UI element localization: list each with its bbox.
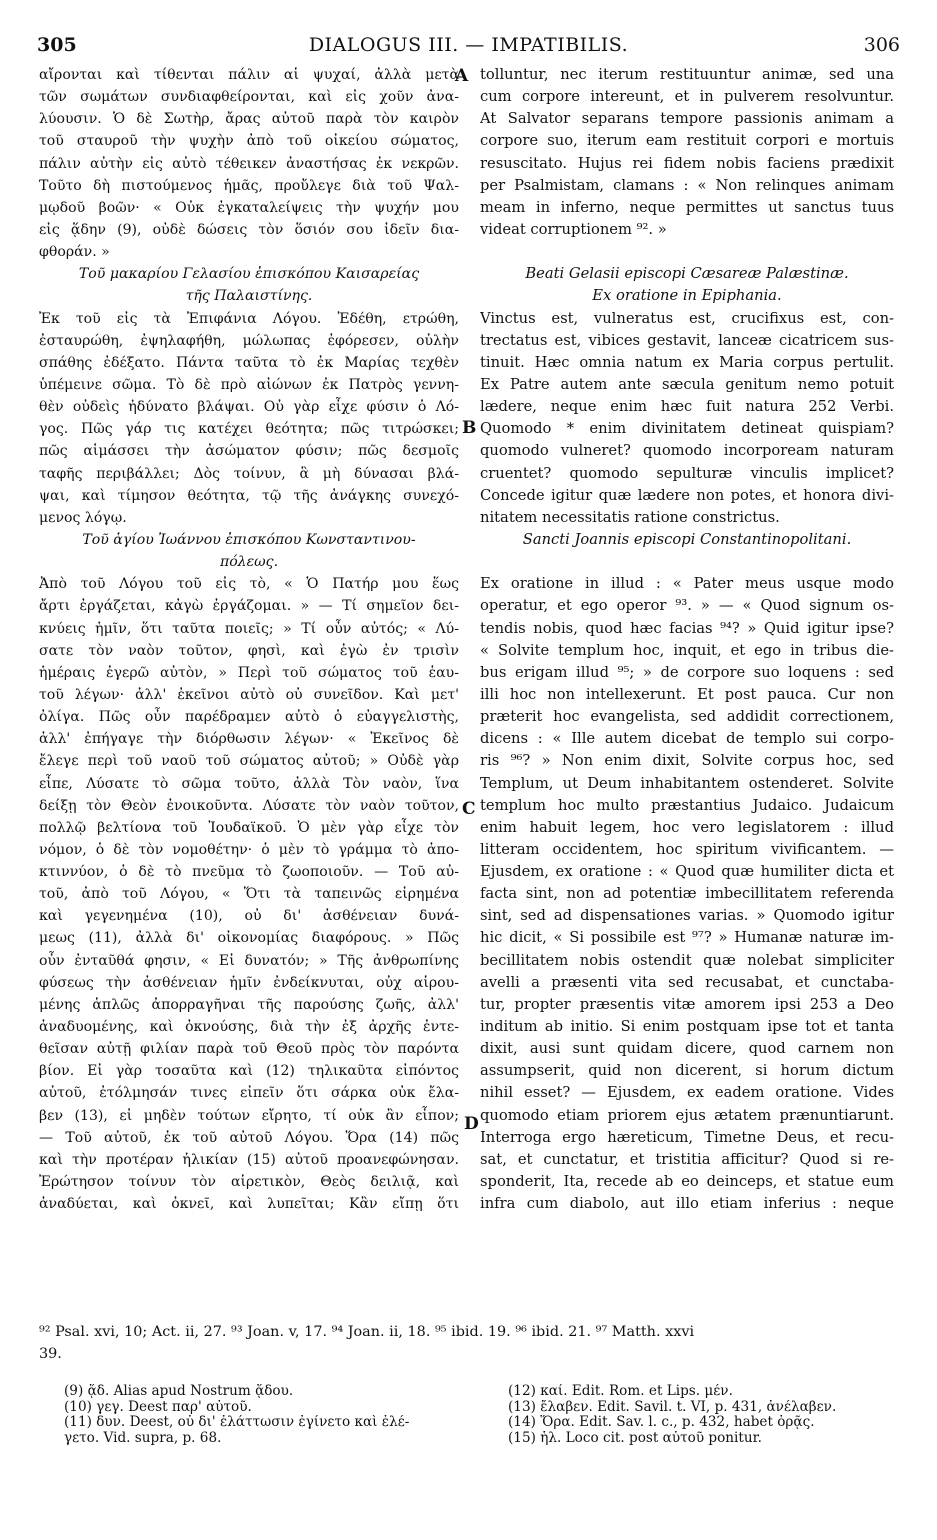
greek-text-line: μενος λόγῳ.: [39, 509, 127, 526]
greek-text-line: Τοῦτο δὴ πιστούμενος ἡμᾶς, προὔλεγε διὰ τοῦ Ψαλ-: [39, 177, 459, 194]
latin-text-line: videat corruptionem ⁹². »: [480, 220, 667, 238]
greek-text-line: Ἐρώτησον τοίνυν τὸν αἱρετικὸν, Θεὸς δειλιᾷ, καὶ: [39, 1174, 459, 1191]
greek-text-line: ἀναδύεται, καὶ ὀκνεῖ, καὶ λυπεῖται; Κἂν εἴπῃ ὅτι: [39, 1196, 459, 1213]
greek-text-line: σατε τὸν ναὸν τοῦτον, φησὶ, καὶ ἐγὼ ἐν τρισὶν: [39, 642, 459, 659]
greek-text-line: τῶν σωμάτων συνδιαφθείρονται, καὶ εἰς χοῦν ἀνα-: [39, 89, 459, 106]
greek-text-line: τοῦ, ἀπὸ τοῦ Λόγου, « Ὅτι τὰ ταπεινῶς εἰρημένα: [39, 886, 459, 903]
greek-text-line: γος. Πῶς γάρ τις κατέχει θεότητα; πῶς τιτρώσκει;: [39, 421, 459, 438]
variant-note: (11) δυν. Deest, οὐ δι' ἐλάττωσιν ἐγίνετο καὶ ἐλέ-: [64, 1415, 410, 1431]
running-title: DIALOGUS III. — IMPATIBILIS.: [308, 34, 629, 56]
margin-marker-d: D: [464, 1114, 479, 1134]
greek-text-line: αὐτοῦ, ἐτόλμησάν τινες εἰπεῖν ὅτι σάρκα οὐκ ἔλα-: [39, 1085, 459, 1102]
latin-text-line: avelli a præsenti vita sed recusabat, et cunctaba-: [480, 973, 894, 991]
latin-text-line: dicens : « Ille autem dicebat de templo sui corpo-: [480, 730, 894, 748]
greek-text-line: ἀναδυομένης, καὶ ὀκνούσης, διὰ τὴν ἐξ ἀρχῆς ἐντε-: [39, 1019, 459, 1036]
latin-text-line: meam in inferno, neque permittes ut sanctus tuus: [480, 198, 894, 216]
greek-text-line: θὲν οὐδεὶς ἠδύνατο βλάψαι. Οὐ γὰρ εἶχε φύσιν ὁ Λό-: [39, 399, 459, 416]
latin-text-line: quomodo vulneret? quomodo incorpoream naturam: [480, 442, 894, 460]
latin-text-line: facta sint, non ad potentiæ imbecillitatem referenda: [480, 885, 894, 903]
greek-text-line: μῳδοῦ βοῶν· « Οὐκ ἐγκαταλείψεις τὴν ψυχήν μου: [39, 199, 459, 216]
greek-text-line: ὑπέμεινε σῶμα. Τὸ δὲ πρὸ αἰώνων ἐκ Πατρὸς γεννη-: [39, 376, 459, 393]
variant-note: (9) ᾅδ. Alias apud Nostrum ᾅδου.: [64, 1384, 294, 1399]
scripture-footnote-line: ⁹² Psal. xvi, 10; Act. ii, 27. ⁹³ Joan. v, 17. ⁹⁴ Joan. ii, 18. ⁹⁵ ibid. 19. ⁹⁶ ibid. 21. ⁹⁷ Matth. xxvi: [39, 1324, 695, 1340]
latin-text-line: tendis nobis, quod hæc facias ⁹⁴? » Quid igitur ipse?: [480, 619, 894, 637]
latin-text-line: Beati Gelasii episcopi Cæsareæ Palæstinæ.: [525, 265, 849, 283]
greek-text-line: — Τοῦ αὐτοῦ, ἐκ τοῦ αὐτοῦ Λόγου. Ὅρα (14) πῶς: [39, 1129, 459, 1146]
latin-text-line: sint, sed ad dispensationes varias. » Quomodo igitur: [480, 907, 894, 925]
greek-text-line: φύσεως τὴν ἀσθένειαν ἡμῖν ἐνδείκνυται, οὐχ αἱρου-: [39, 974, 459, 991]
latin-text-line: becillitatem nobis ostendit quæ nolebat simpliciter: [480, 951, 894, 969]
greek-text-line: μένης ἁπλῶς ἀπορραγῆναι τῆς παρούσης ζωῆς, ἀλλ': [39, 996, 459, 1013]
latin-text-line: [480, 551, 894, 573]
latin-text-line: Ex oratione in illud : « Pater meus usque modo: [480, 575, 894, 593]
greek-text-line: Τοῦ μακαρίου Γελασίου ἐπισκόπου Καισαρείας: [78, 266, 420, 283]
latin-text-line: trectatus est, vibices gestavit, lanceæ cicatricem sus-: [480, 331, 894, 349]
latin-text-line: templum hoc multo præstantius Judaico. Judaicum: [480, 796, 894, 814]
greek-text-line: τοῦ λέγων· ἀλλ' ἐκεῖνοι αὐτὸ οὐ συνεῖδον. Καὶ μετ': [39, 686, 459, 703]
latin-text-line: assumpserit, quid non dicerent, si horum dictum: [480, 1062, 894, 1080]
latin-text-line: per Psalmistam, clamans : « Non relinques animam: [480, 176, 894, 194]
latin-text-line: lædere, neque enim hæc fuit natura 252 Verbi.: [480, 398, 894, 416]
greek-text-line: δείξῃ τὸν Θεὸν ἐνοικοῦντα. Λύσατε τὸν ναὸν τοῦτον,: [39, 797, 459, 814]
latin-text-line: nitatem necessitatis ratione constrictus.: [480, 508, 780, 526]
latin-text-line: tinuit. Hæc omnia natum ex Maria corpus pertulit.: [480, 353, 894, 371]
greek-text-column: [39, 64, 459, 1215]
greek-text-line: ὀλίγα. Πῶς οὖν παρέδραμεν αὐτὸ ὁ εὐαγγελιστὴς,: [39, 709, 459, 726]
latin-text-line: Vinctus est, vulneratus est, crucifixus est, con-: [480, 309, 894, 327]
greek-text-line: ἡμέραις ἐγερῶ αὐτὸν, » Περὶ τοῦ σώματος τοῦ ἑαυ-: [39, 664, 459, 681]
variant-note: (15) ἡλ. Loco cit. post αὐτοῦ ponitur.: [508, 1430, 762, 1446]
latin-text-line: Concede igitur quæ lædere non potes, et honora divi-: [480, 486, 894, 504]
greek-text-line: εἶπε, Λύσατε τὸ σῶμα τοῦτο, ἀλλὰ Τὸν ναὸν, ἵνα: [39, 775, 459, 792]
latin-text-line: quomodo etiam priorem ejus ætatem prænuntiarunt.: [480, 1106, 894, 1124]
greek-text-line: ἐσταυρώθη, ἐψηλαφήθη, μώλωπας ἐφόρεσεν, οὐλὴν: [39, 332, 459, 349]
greek-text-line: βίον. Εἰ γὰρ τοσαῦτα καὶ (12) τηλικαῦτα εἰπόντος: [39, 1063, 459, 1080]
greek-text-line: Τοῦ ἁγίου Ἰωάννου ἐπισκόπου Κωνσταντινου-: [82, 531, 416, 548]
latin-text-line: Sancti Joannis episcopi Constantinopolitani.: [522, 530, 852, 548]
greek-text-line: κτιννύον, ὁ δὲ τὸ πνεῦμα τὸ ζωοποιοῦν. — Τοῦ αὐ-: [39, 864, 459, 881]
latin-text-line: infra cum diabolo, aut illo etiam inferius : neque: [480, 1195, 894, 1213]
greek-text-line: ψαι, καὶ τίμησον θεότητα, τῷ τῆς ἀνάγκης συνεχό-: [39, 487, 459, 504]
latin-text-line: præterit hoc evangelista, sed addidit correctionem,: [480, 708, 894, 726]
greek-text-line: τῆς Παλαιστίνης.: [185, 288, 313, 305]
latin-text-line: [480, 241, 894, 263]
greek-text-line: Ἀπὸ τοῦ Λόγου τοῦ εἰς τὸ, « Ὁ Πατήρ μου ἕως: [39, 576, 459, 593]
latin-text-line: litteram occidentem, hoc spiritum vivificantem. —: [480, 840, 894, 858]
greek-text-line: θεῖσαν αὐτῇ φιλίαν παρὰ τοῦ Θεοῦ πρὸς τὸν παρόντα: [39, 1041, 459, 1058]
latin-text-line: nihil esset? — Ejusdem, ex eadem oratione. Vides: [480, 1084, 894, 1102]
scripture-footnote-line: 39.: [39, 1346, 62, 1362]
page-number-left: 305: [37, 34, 77, 56]
latin-text-line: Templum, ut Deum inhabitantem ostenderet. Solvite: [480, 774, 894, 792]
greek-text-line: οὖν ἐνταῦθά φησιν, « Εἰ δυνατόν; » Τῆς ἀνθρωπίνης: [39, 952, 459, 969]
latin-text-line: « Solvite templum hoc, inquit, et ego in tribus die-: [480, 641, 894, 659]
greek-text-line: κνύεις ἡμῖν, ὅτι ταῦτα ποιεῖς; » Τί οὖν αὐτός; « Λύ-: [39, 620, 459, 637]
latin-text-line: Ejusdem, ex oratione : « Quod quæ humiliter dicta et: [480, 863, 894, 881]
greek-text-line: πόλεως.: [219, 554, 279, 571]
latin-text-line: dixit, ausi sunt quidam dicere, quod carnem non: [480, 1040, 894, 1058]
variant-notes-right: [508, 1384, 908, 1446]
variant-note: (14) Ὅρα. Edit. Sav. l. c., p. 432, habet ὁρᾷς.: [508, 1415, 815, 1431]
latin-text-line: inditum ab initio. Si enim postquam ipse tot et tanta: [480, 1018, 894, 1036]
margin-marker-a: A: [455, 66, 469, 86]
greek-text-line: φθοράν. »: [39, 244, 110, 261]
scripture-footnotes: [39, 1321, 899, 1365]
greek-text-line: τοῦ σταυροῦ τὴν ψυχὴν ἀπὸ τοῦ οἰκείου σώματος,: [39, 133, 459, 150]
greek-text-line: ταφῆς περιβάλλει; Δὸς τοίνυν, ἃ μὴ δύνασαι βλά-: [39, 465, 459, 482]
latin-text-line: Ex oratione in Epiphania.: [592, 287, 782, 305]
greek-text-line: νόμον, ὁ δὲ τὸν νομοθέτην· ὁ μὲν τὸ γράμμα τὸ ἀπο-: [39, 841, 459, 858]
greek-text-line: εἰς ᾅδην (9), οὐδὲ δώσεις τὸν ὅσιόν σου ἰδεῖν δια-: [39, 221, 459, 238]
greek-text-line: μεως (11), ἀλλὰ δι' οἰκονομίας διαφόρους. » Πῶς: [39, 930, 459, 947]
greek-text-line: ἀλλ' ἐπήγαγε τὴν διόρθωσιν λέγων· « Ἐκεῖνος δὲ: [39, 731, 459, 748]
latin-text-line: operatur, et ego operor ⁹³. » — « Quod signum os-: [480, 597, 894, 615]
variant-note: (13) ἔλαβεν. Edit. Savil. t. VI, p. 431, ἀνέλαβεν.: [508, 1399, 837, 1415]
latin-text-line: hic dicit, « Si possibile est ⁹⁷? » Humanæ naturæ im-: [480, 929, 894, 947]
running-header: [37, 34, 900, 60]
greek-text-line: καὶ τὴν προτέραν ἡλικίαν (15) αὐτοῦ προανεφώνησαν.: [39, 1151, 459, 1168]
margin-marker-b: B: [462, 418, 477, 438]
page-number-right: 306: [863, 34, 900, 56]
latin-text-line: At Salvator separans tempore passionis animam a: [480, 110, 894, 128]
variant-note: (10) γεγ. Deest παρ' αὐτοῦ.: [64, 1399, 252, 1415]
margin-marker-c: C: [462, 799, 476, 819]
greek-text-line: βεν (13), εἰ μηδὲν τούτων εἴρητο, τί οὐκ ἂν εἶπον;: [39, 1107, 459, 1124]
latin-text-line: Interroga ergo hæreticum, Timetne Deus, et recu-: [480, 1128, 894, 1146]
latin-text-line: sponderit, Ita, recede ab eo deinceps, et statue eum: [480, 1173, 894, 1191]
latin-text-line: ris ⁹⁶? » Non enim dixit, Solvite corpus hoc, sed: [480, 752, 894, 770]
latin-text-line: corpore suo, iterum eam restituit corpori e mortuis: [480, 132, 894, 150]
latin-text-line: bus erigam illud ⁹⁵; » de corpore suo loquens : sed: [480, 663, 894, 681]
latin-text-line: cum corpore intereunt, et in pulverem resolvuntur.: [480, 88, 894, 106]
latin-text-line: Ex Patre autem ante sæcula genitum nemo potuit: [480, 375, 894, 393]
latin-text-line: tur, propter præsentis vitæ amorem ipsi 253 a Deo: [480, 995, 894, 1013]
greek-text-line: λύουσιν. Ὁ δὲ Σωτὴρ, ἄρας αὐτοῦ παρὰ τὸν καιρὸν: [39, 111, 459, 128]
latin-text-line: Quomodo * enim divinitatem detineat quispiam?: [480, 420, 894, 438]
latin-text-column: [480, 64, 894, 1215]
greek-text-line: καὶ γεγενημένα (10), οὐ δι' ἀσθένειαν δυνά-: [39, 908, 459, 925]
greek-text-line: πῶς αἱμάσσει τὴν ἀσώματον φύσιν; πῶς δεσμοῖς: [39, 443, 459, 460]
latin-text-line: illi hoc non intellexerunt. Et post pauca. Cur non: [480, 685, 894, 703]
latin-text-line: resuscitato. Hujus rei fidem nobis faciens prædixit: [480, 154, 894, 172]
greek-text-line: ἔλεγε περὶ τοῦ ναοῦ τοῦ σώματος αὐτοῦ; » Οὐδὲ γὰρ: [39, 753, 459, 770]
variant-note: γετο. Vid. supra, p. 68.: [64, 1430, 222, 1446]
latin-text-line: enim habuit legem, hoc vero legislatorem : illud: [480, 818, 894, 836]
greek-text-line: πάλιν αὐτὴν εἰς αὐτὸ τέθεικεν ἀναστήσας ἐκ νεκρῶν.: [39, 155, 459, 172]
latin-text-line: sat, et cunctatur, et tristitia afficitur? Quod si re-: [480, 1150, 894, 1168]
latin-text-line: tolluntur, nec iterum restituuntur animæ, sed una: [480, 66, 894, 83]
greek-text-line: σπάθης ἐδέξατο. Πάντα ταῦτα τὸ ἐκ Μαρίας τεχθὲν: [39, 354, 459, 371]
greek-text-line: αἴρονται καὶ τίθενται πάλιν αἱ ψυχαί, ἀλλὰ μετὰ: [39, 67, 459, 83]
greek-text-line: Ἐκ τοῦ εἰς τὰ Ἐπιφάνια Λόγου. Ἐδέθη, ετρώθη,: [39, 310, 459, 327]
variant-note: (12) καί. Edit. Rom. et Lips. μέν.: [508, 1384, 733, 1399]
latin-text-line: cruentet? quomodo sepulturæ vinculis implicet?: [480, 464, 894, 482]
greek-text-line: πολλῷ βελτίονα τοῦ Ἰουδαϊκοῦ. Ὁ μὲν γὰρ εἶχε τὸν: [39, 819, 459, 836]
greek-text-line: ἄρτι ἐργάζεται, κἀγὼ ἐργάζομαι. » — Τί σημεῖον δει-: [39, 598, 459, 615]
variant-notes-left: [64, 1384, 484, 1446]
